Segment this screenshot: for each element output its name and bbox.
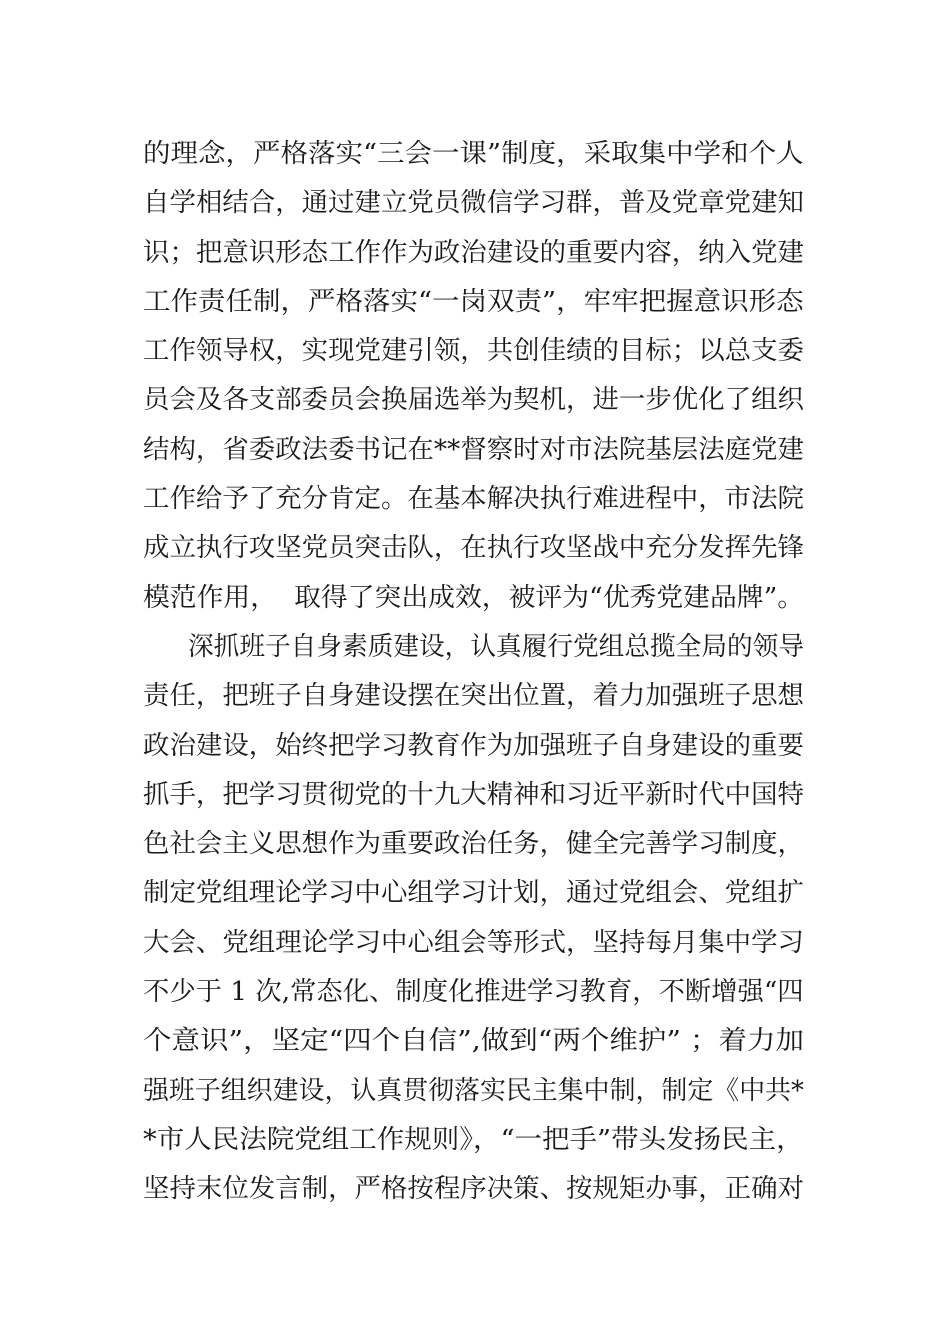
text-line <box>0 1165 950 1214</box>
line-text: 员会及各支部委员会换届选举为契机，进一步优化了组织 <box>143 385 805 416</box>
line-text: 责任，把班子自身建设摆在突出位置，着力加强班子思想 <box>143 681 805 712</box>
line-text: 政治建设，始终把学习教育作为加强班子自身建设的重要 <box>143 730 805 761</box>
line-text: 色社会主义思想作为重要政治任务，健全完善学习制度， <box>143 829 805 860</box>
text-line <box>0 327 950 376</box>
line-text: 深抓班子自身素质建设，认真履行党组总揽全局的领导 <box>188 631 805 662</box>
text-line <box>0 179 950 228</box>
line-text: 抓手，把学习贯彻党的十九大精神和习近平新时代中国特 <box>143 779 805 810</box>
text-line <box>0 574 950 623</box>
line-text: 识；把意识形态工作作为政治建设的重要内容，纳入党建 <box>143 237 805 268</box>
line-text: 工作给予了充分肯定。在基本解决执行难进程中，市法院 <box>143 484 805 515</box>
line-text: 个意识”，坚定“四个自信”,做到“两个维护” ；着力加 <box>143 1026 804 1057</box>
document-body <box>0 130 950 1215</box>
text-line <box>0 1067 950 1116</box>
line-text: 制定党组理论学习中心组学习计划，通过党组会、党组扩 <box>143 878 805 909</box>
text-line <box>0 869 950 918</box>
line-text: 结构，省委政法委书记在**督察时对市法院基层法庭党建 <box>143 434 805 465</box>
text-line <box>0 1017 950 1066</box>
line-text: 模范作用， 取得了突出成效，被评为“优秀党建品牌”。 <box>143 582 805 613</box>
line-text: 工作责任制，严格落实“一岗双责”，牢牢把握意识形态 <box>143 286 804 317</box>
text-line <box>0 524 950 573</box>
text-line <box>0 820 950 869</box>
text-line <box>0 229 950 278</box>
text-line <box>0 475 950 524</box>
text-line <box>0 130 950 179</box>
line-text: 工作领导权，实现党建引领，共创佳绩的目标；以总支委 <box>143 336 805 367</box>
text-line <box>0 376 950 425</box>
line-text: 坚持末位发言制，严格按程序决策、按规矩办事，正确对 <box>143 1174 805 1205</box>
text-line <box>0 771 950 820</box>
text-line <box>0 968 950 1017</box>
line-text: 的理念，严格落实“三会一课”制度，采取集中学和个人 <box>143 139 804 169</box>
paragraph-first-line <box>0 623 950 672</box>
line-text: 大会、党组理论学习中心组会等形式，坚持每月集中学习 <box>143 927 805 958</box>
line-text: 成立执行攻坚党员突击队，在执行攻坚战中充分发挥先锋 <box>143 533 805 564</box>
text-line <box>0 1116 950 1165</box>
text-line <box>0 919 950 968</box>
text-line <box>0 672 950 721</box>
line-text: 不少于 1 次,常态化、制度化推进学习教育，不断增强“四 <box>143 977 804 1008</box>
text-line <box>0 426 950 475</box>
line-text: 强班子组织建设，认真贯彻落实民主集中制，制定《中共* <box>143 1075 805 1106</box>
text-line <box>0 278 950 327</box>
text-line <box>0 722 950 771</box>
line-text: *市人民法院党组工作规则》，“一把手”带头发扬民主， <box>143 1124 804 1155</box>
line-text: 自学相结合，通过建立党员微信学习群，普及党章党建知 <box>143 188 805 219</box>
